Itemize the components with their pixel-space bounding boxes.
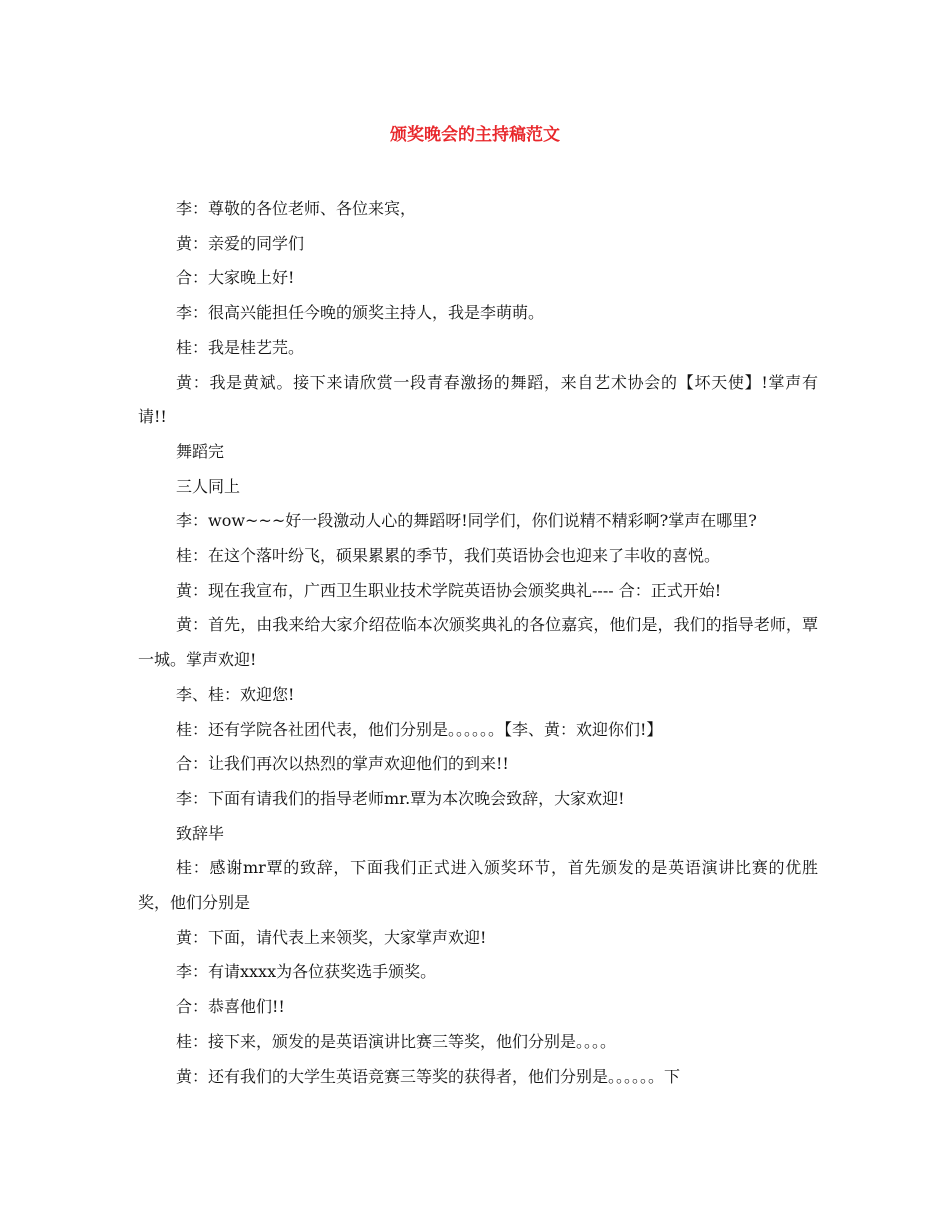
document-title: 颁奖晚会的主持稿范文 <box>390 125 560 145</box>
paragraph: 桂：接下来，颁发的是英语演讲比赛三等奖，他们分别是。。。。 <box>176 1031 617 1051</box>
paragraph: 三人同上 <box>176 476 241 496</box>
paragraph: 李：很高兴能担任今晚的颁奖主持人，我是李萌萌。 <box>176 303 545 323</box>
paragraph: 李：有请xxxx为各位获奖选手颁奖。 <box>176 962 437 982</box>
paragraph: 桂：在这个落叶纷飞，硕果累累的季节，我们英语协会也迎来了丰收的喜悦。 <box>176 546 721 566</box>
paragraph: 桂：我是桂艺芫。 <box>176 337 305 357</box>
paragraph: 黄：还有我们的大学生英语竞赛三等奖的获得者，他们分别是。。。。。。下 <box>176 1066 681 1086</box>
paragraph: 李：wow~~~好一段激动人心的舞蹈呀!同学们，你们说精不精彩啊?掌声在哪里? <box>176 511 757 531</box>
paragraph: 桂：还有学院各社团代表，他们分别是。。。。。。【李、黄：欢迎你们!】 <box>176 719 663 739</box>
paragraph: 黄：我是黄斌。接下来请欣赏一段青春激扬的舞蹈，来自艺术协会的【坏天使】!掌声有请!! <box>138 372 818 427</box>
paragraph: 致辞毕 <box>176 823 225 843</box>
paragraph: 黄：亲爱的同学们 <box>176 233 305 253</box>
paragraph: 舞蹈完 <box>176 441 225 461</box>
paragraph: 合：让我们再次以热烈的掌声欢迎他们的到来!! <box>176 754 509 774</box>
paragraph: 黄：现在我宣布，广西卫生职业技术学院英语协会颁奖典礼---- 合：正式开始! <box>176 580 722 600</box>
paragraph: 李：下面有请我们的指导老师mr.覃为本次晚会致辞，大家欢迎! <box>176 788 625 808</box>
paragraph: 黄：首先，由我来给大家介绍莅临本次颁奖典礼的各位嘉宾，他们是，我们的指导老师，覃一城。掌声欢迎! <box>138 615 818 670</box>
paragraph: 合：大家晚上好! <box>176 268 295 288</box>
paragraph: 合：恭喜他们!! <box>176 997 285 1017</box>
document-body <box>138 192 818 1094</box>
paragraph: 黄：下面，请代表上来领奖，大家掌声欢迎! <box>176 927 487 947</box>
paragraph: 李、桂：欢迎您! <box>176 684 295 704</box>
paragraph: 李：尊敬的各位老师、各位来宾， <box>176 199 417 218</box>
paragraph: 桂：感谢mr覃的致辞，下面我们正式进入颁奖环节，首先颁发的是英语演讲比赛的优胜奖，他们分别是 <box>138 858 818 913</box>
